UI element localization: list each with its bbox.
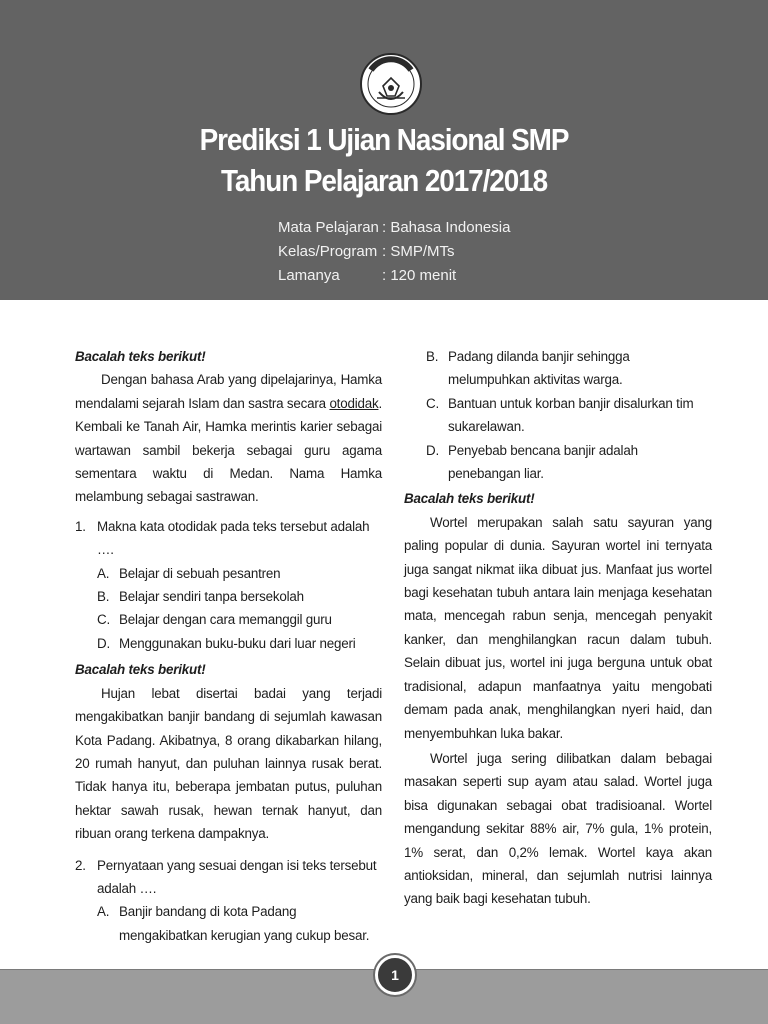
option-b[interactable] bbox=[426, 345, 712, 392]
passage-wortel-2: Wortel juga sering dilibatkan dalam bebagai masakan seperti sup ayam atau salad. Wortel juga bisa digunakan sebagai obat tradisioanal. Wortel mengandung sekitar 88% air, 7% gula, 1% protein, 1% serat, dan 0,2% lemak. Wortel kaya akan antioksidan, mineral, dan sejumlah nutrisi lainnya yang baik bagi kesehatan tubuh. bbox=[404, 750, 712, 907]
question-1 bbox=[75, 515, 382, 655]
passage-hamka bbox=[75, 368, 382, 508]
option-text: Padang dilanda banjir sehingga melumpuhkan aktivitas warga. bbox=[448, 349, 630, 388]
option-b[interactable] bbox=[97, 585, 382, 608]
option-letter: B. bbox=[97, 589, 110, 605]
option-text: Belajar dengan cara memanggil guru bbox=[119, 612, 332, 628]
option-c[interactable] bbox=[426, 392, 712, 439]
option-text: Bantuan untuk korban banjir disalurkan tim sukarelawan. bbox=[448, 395, 694, 435]
option-text: Banjir bandang di kota Padang mengakibatkan kerugian yang cukup besar. bbox=[119, 904, 370, 943]
option-text: Belajar sendiri tanpa bersekolah bbox=[119, 589, 304, 605]
option-letter: A. bbox=[97, 565, 110, 581]
passage-wortel-1: Wortel merupakan salah satu sayuran yang paling popular di dunia. Sayuran wortel ini ternyata juga sangat nikmat iika dibuat jus. Manfaat jus wortel bagi kesehatan tubuh antara lain menjaga kesehatan mata, mencegah rabun senja, mencegah penyakit kanker, dan menghilangkan racun dalam tubuh. Selain dibuat jus, wortel ini juga berguna untuk obat tradisional, adapun manfaatnya yaitu mengobati demam pada anak, menghilangkan nyeri haid, dan menyembuhkan luka bakar. bbox=[404, 514, 712, 741]
meta-label: Lamanya bbox=[278, 267, 340, 284]
option-a[interactable] bbox=[97, 900, 382, 947]
question-2-continued bbox=[404, 345, 712, 485]
page-number: 1 bbox=[375, 955, 415, 995]
meta-label: Mata Pelajaran bbox=[278, 219, 379, 236]
option-letter: C. bbox=[426, 395, 439, 411]
tut-wuri-handayani-logo bbox=[357, 50, 425, 118]
right-column bbox=[404, 345, 712, 911]
option-c[interactable] bbox=[97, 608, 382, 631]
instruction: Bacalah teks berikut! bbox=[75, 349, 206, 364]
meta-label: Kelas/Program bbox=[278, 243, 378, 260]
passage-banjir: Hujan lebat disertai badai yang terjadi mengakibatkan banjir bandang di sejumlah kawasan Kota Padang. Akibatnya, 8 orang dikabarkan hilang, 20 rumah hanyut, dan puluhan lainnya rusak berat. Tidak hanya itu, beberapa jembatan putus, puluhan hektar sawah rusak, hewan ternak hanyut, dan ribuan orang terkena dampaknya. bbox=[75, 685, 382, 842]
instruction: Bacalah teks berikut! bbox=[404, 491, 535, 507]
passage-text: . Kembali ke Tanah Air, Hamka merintis karier sebagai wartawan sambil bekerja sebagai guru agama sementara waktu di Medan. Nama Hamka melambung sebagai sastrawan. bbox=[75, 395, 382, 505]
question-text: Pernyataan yang sesuai dengan isi teks tersebut adalah …. bbox=[97, 857, 377, 896]
meta-row-subject bbox=[278, 216, 510, 240]
question-number: 1. bbox=[75, 518, 86, 534]
meta-value: : SMP/MTs bbox=[382, 243, 455, 260]
left-column bbox=[75, 345, 382, 947]
option-text: Menggunakan buku-buku dari luar negeri bbox=[119, 635, 356, 651]
option-letter: A. bbox=[97, 904, 110, 920]
question-text: Makna kata otodidak pada teks tersebut adalah …. bbox=[97, 518, 370, 558]
meta-value: : Bahasa Indonesia bbox=[382, 219, 511, 236]
question-number: 2. bbox=[75, 857, 86, 873]
header-banner bbox=[0, 0, 768, 300]
option-text: Belajar di sebuah pesantren bbox=[119, 565, 281, 581]
option-letter: D. bbox=[97, 635, 110, 651]
title-line-2: Tahun Pelajaran 2017/2018 bbox=[220, 163, 548, 198]
option-letter: B. bbox=[426, 349, 439, 364]
underlined-word: otodidak bbox=[329, 395, 379, 411]
option-text: Penyebab bencana banjir adalah penebangan liar. bbox=[448, 442, 638, 482]
passage-text: Dengan bahasa Arab yang dipelajarinya, Hamka mendalami sejarah Islam dan sastra secara bbox=[75, 372, 382, 411]
option-a[interactable] bbox=[97, 562, 382, 585]
option-letter: D. bbox=[426, 442, 439, 458]
instruction: Bacalah teks berikut! bbox=[75, 662, 206, 678]
option-d[interactable] bbox=[426, 439, 712, 486]
option-letter: C. bbox=[97, 612, 110, 628]
meta-row-class bbox=[278, 240, 455, 264]
meta-row-duration bbox=[278, 264, 456, 288]
meta-value: : 120 menit bbox=[382, 267, 457, 284]
question-2 bbox=[75, 854, 382, 948]
option-d[interactable] bbox=[97, 632, 382, 655]
title-line-1: Prediksi 1 Ujian Nasional SMP bbox=[199, 122, 569, 157]
